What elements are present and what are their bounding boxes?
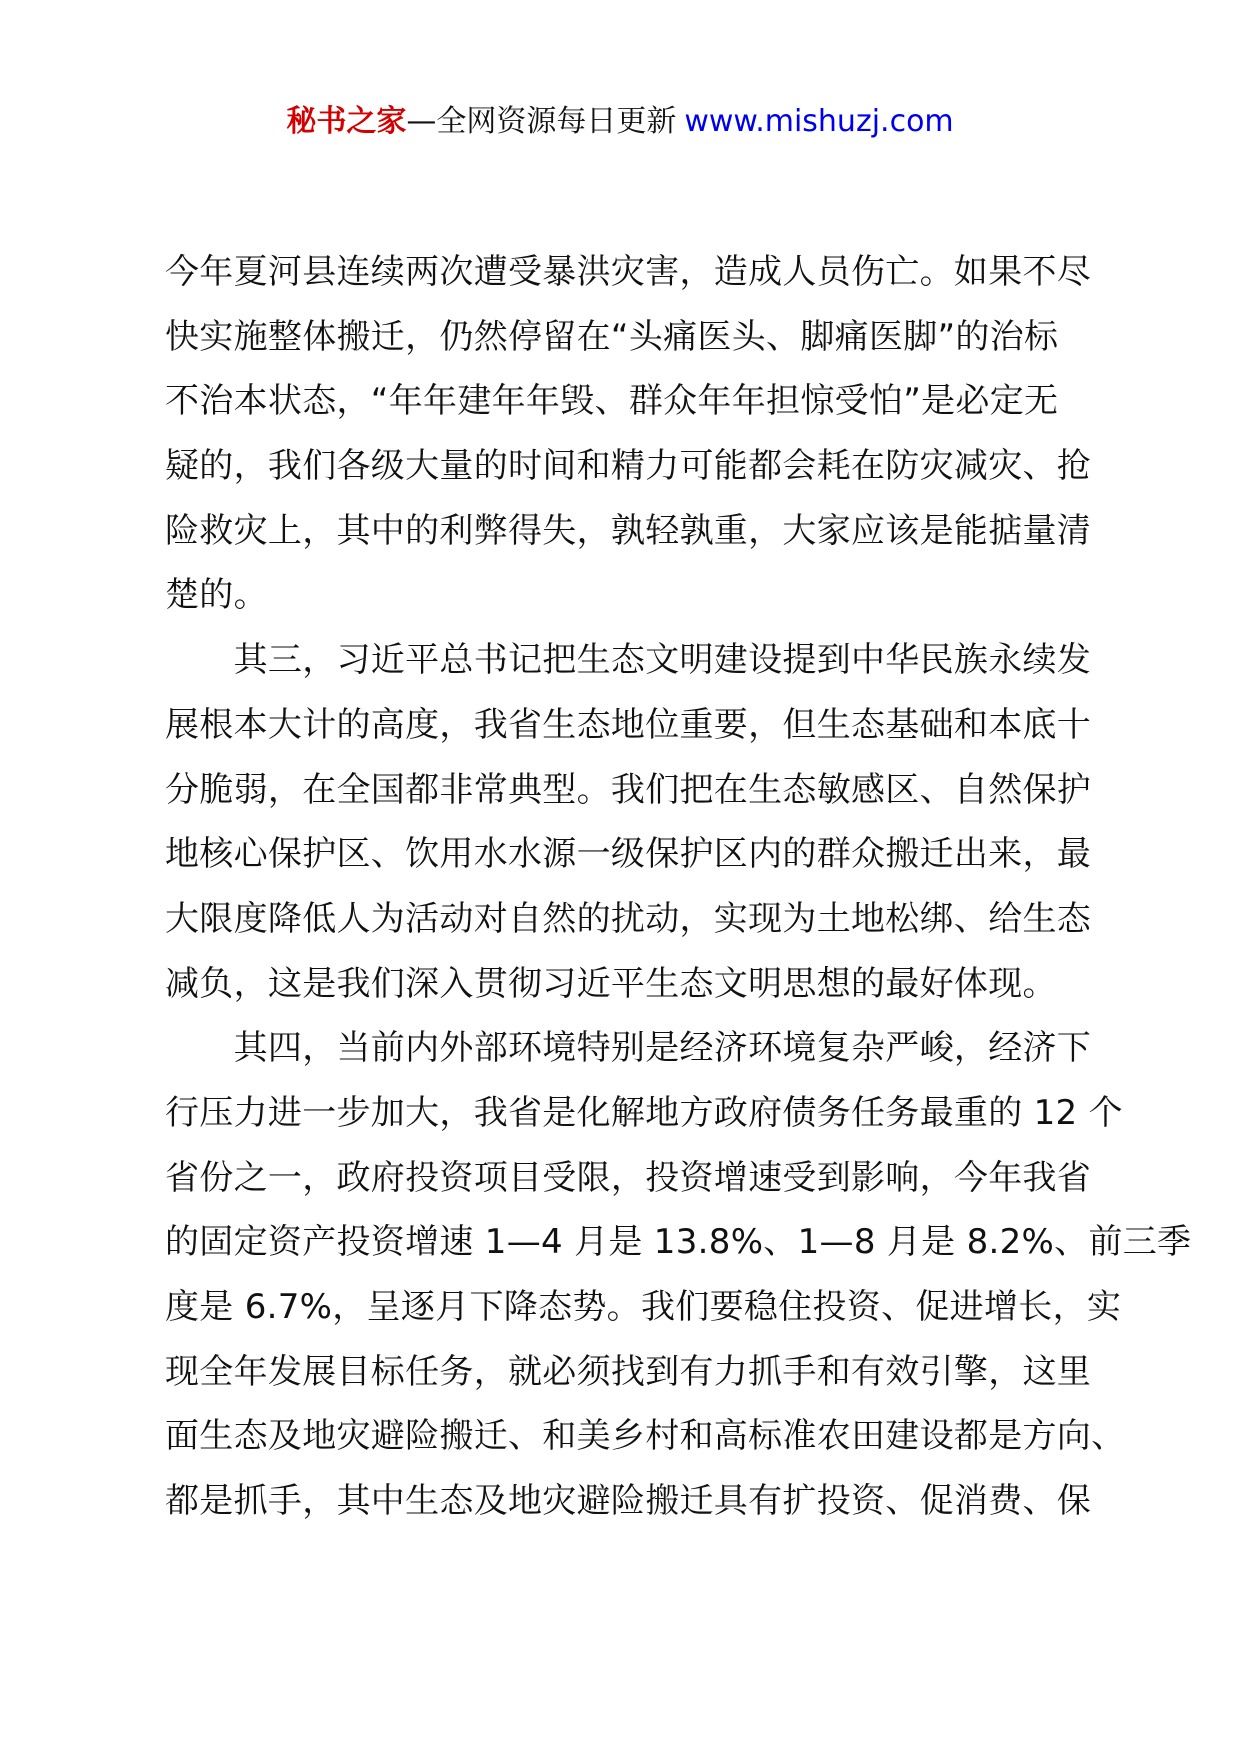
page-header bbox=[0, 100, 1240, 144]
text-line: 地核心保护区、饮用水水源一级保护区内的群众搬迁出来，最 bbox=[165, 834, 1092, 875]
text-line: 今年夏河县连续两次遭受暴洪灾害，造成人员伤亡。如果不尽 bbox=[165, 252, 1092, 292]
text-line: 的固定资产投资增速 1—4 月是 13.8%、1—8 月是 8.2%、前三季 bbox=[165, 1222, 1192, 1263]
text-line: 楚的。 bbox=[165, 575, 268, 616]
header-tagline: —全网资源每日更新 bbox=[406, 104, 677, 139]
text-line: 现全年发展目标任务，就必须找到有力抓手和有效引擎，这里 bbox=[165, 1351, 1092, 1392]
text-line: 疑的，我们各级大量的时间和精力可能都会耗在防灾减灾、抢 bbox=[165, 446, 1092, 487]
body-text bbox=[165, 240, 1192, 1534]
text-line: 减负，这是我们深入贯彻习近平生态文明思想的最好体现。 bbox=[165, 963, 1057, 1004]
text-line: 不治本状态，“年年建年年毁、群众年年担惊受怕”是必定无 bbox=[165, 381, 1059, 422]
text-line: 省份之一，政府投资项目受限，投资增速受到影响，今年我省 bbox=[165, 1157, 1092, 1198]
website-link[interactable]: www.mishuzj.com bbox=[684, 104, 954, 139]
text-line: 面生态及地灾避险搬迁、和美乡村和高标准农田建设都是方向、 bbox=[165, 1416, 1126, 1457]
text-line: 其四，当前内外部环境特别是经济环境复杂严峻，经济下 bbox=[165, 1028, 1092, 1069]
text-line: 其三，习近平总书记把生态文明建设提到中华民族永续发 bbox=[165, 640, 1092, 681]
text-line: 大限度降低人为活动对自然的扰动，实现为土地松绑、给生态 bbox=[165, 898, 1092, 939]
text-line: 展根本大计的高度，我省生态地位重要，但生态基础和本底十 bbox=[165, 704, 1092, 745]
text-line: 行压力进一步加大，我省是化解地方政府债务任务最重的 12 个 bbox=[165, 1092, 1123, 1133]
text-line: 都是抓手，其中生态及地灾避险搬迁具有扩投资、促消费、保 bbox=[165, 1481, 1092, 1522]
text-line: 快实施整体搬迁，仍然停留在“头痛医头、脚痛医脚”的治标 bbox=[165, 316, 1059, 357]
text-line: 险救灾上，其中的利弊得失，孰轻孰重，大家应该是能掂量清 bbox=[165, 510, 1092, 551]
text-line: 度是 6.7%，呈逐月下降态势。我们要稳住投资、促进增长，实 bbox=[165, 1287, 1122, 1327]
text-line: 分脆弱，在全国都非常典型。我们把在生态敏感区、自然保护 bbox=[165, 769, 1092, 810]
brand-name: 秘书之家 bbox=[286, 104, 407, 139]
